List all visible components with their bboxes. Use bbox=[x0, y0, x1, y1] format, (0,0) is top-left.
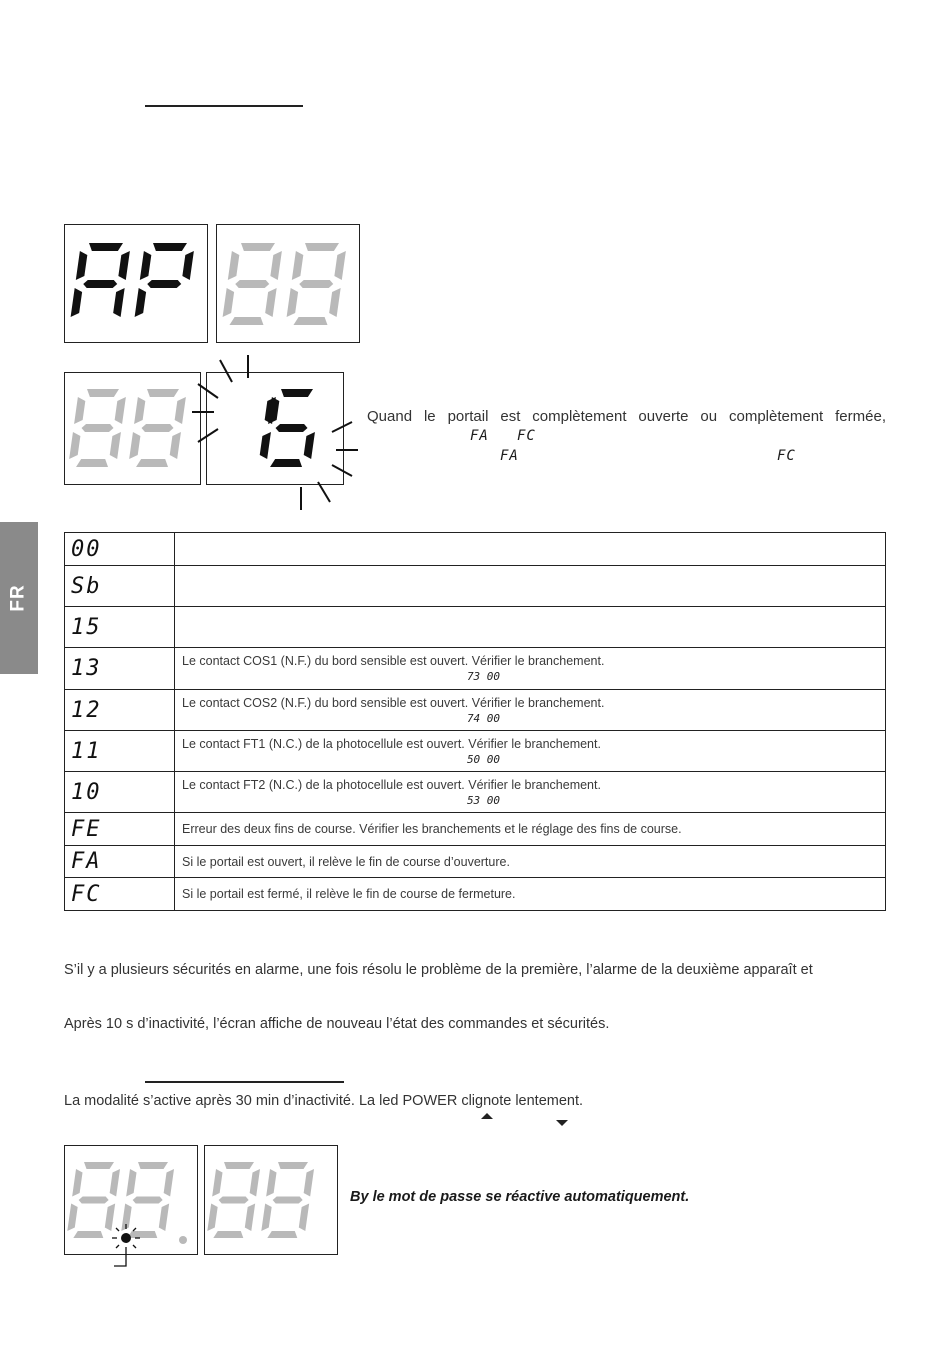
segment-f bbox=[292, 251, 304, 280]
alarm-description-cell bbox=[175, 648, 886, 690]
table-row bbox=[65, 607, 886, 648]
alarm-code-cell bbox=[65, 813, 175, 846]
alarm-description-cell bbox=[175, 772, 886, 813]
alarm-code: Sb bbox=[71, 573, 102, 599]
segment-e bbox=[223, 288, 235, 317]
table-row bbox=[65, 566, 886, 607]
alarm-code: FE bbox=[71, 816, 102, 842]
segment-a bbox=[277, 1162, 308, 1169]
alarm-sub-code: 53 00 bbox=[466, 793, 501, 807]
alarm-description-cell bbox=[175, 607, 886, 648]
segment-c bbox=[298, 1204, 309, 1232]
segment-f bbox=[134, 397, 146, 424]
section-rule-top bbox=[145, 105, 303, 107]
display-digit-ap bbox=[64, 224, 208, 343]
alarm-code: 00 bbox=[71, 536, 102, 562]
segment-b bbox=[334, 251, 346, 280]
seven-segment-ap bbox=[65, 225, 207, 342]
alarm-description: Le contact COS2 (N.F.) du bord sensible est ouvert. Vérifier le branchement. bbox=[182, 695, 605, 710]
table-row bbox=[65, 772, 886, 813]
intro-code-fc: FC bbox=[517, 428, 536, 444]
segment-e bbox=[69, 432, 81, 459]
alarm-code: 12 bbox=[71, 697, 102, 723]
alarm-description-cell bbox=[175, 846, 886, 878]
segment-e bbox=[67, 1204, 78, 1232]
segment-a bbox=[152, 243, 187, 251]
segment-g bbox=[218, 1197, 249, 1204]
segment-f bbox=[212, 1169, 223, 1197]
segment-g bbox=[132, 1197, 163, 1204]
intro-code-fc-2: FC bbox=[777, 448, 796, 464]
up-arrow-icon bbox=[481, 1113, 493, 1119]
segment-g bbox=[78, 1197, 109, 1204]
alarm-sub-code: 50 00 bbox=[466, 752, 501, 766]
table-row bbox=[65, 846, 886, 878]
segment-c bbox=[158, 1204, 169, 1232]
alarm-code-cell bbox=[65, 533, 175, 566]
alarm-description: Le contact FT2 (N.C.) de la photocellule est ouvert. Vérifier le branchement. bbox=[182, 777, 601, 792]
segment-e bbox=[207, 1204, 218, 1232]
segment-e bbox=[261, 1204, 272, 1232]
alarm-code: FC bbox=[71, 881, 102, 907]
seven-segment-88-alarm bbox=[65, 373, 200, 484]
language-tab-label: FR bbox=[7, 584, 29, 612]
segment-b bbox=[163, 1169, 174, 1197]
segment-a bbox=[146, 389, 179, 397]
alarm-code: 11 bbox=[71, 738, 102, 764]
segment-c bbox=[265, 288, 277, 317]
segment-f bbox=[266, 1169, 277, 1197]
segment-c bbox=[113, 288, 125, 317]
segment-b bbox=[270, 251, 282, 280]
segment-c bbox=[329, 288, 341, 317]
seven-segment-88-top bbox=[217, 225, 359, 342]
segment-b bbox=[182, 251, 194, 280]
table-row bbox=[65, 648, 886, 690]
segment-f bbox=[76, 251, 88, 280]
segment-f bbox=[74, 397, 86, 424]
alarm-code: 15 bbox=[71, 614, 102, 640]
table-row bbox=[65, 690, 886, 731]
alarm-description-cell bbox=[175, 878, 886, 911]
segment-e bbox=[287, 288, 299, 317]
segment-f bbox=[228, 251, 240, 280]
segment-c bbox=[109, 432, 121, 459]
segment-d bbox=[213, 1231, 244, 1238]
display-standby-right bbox=[204, 1145, 338, 1255]
table-row bbox=[65, 878, 886, 911]
auto-reactivate-note: By le mot de passe se réactive automatiquement. bbox=[350, 1189, 690, 1205]
alarm-code: 13 bbox=[71, 656, 102, 681]
alarm-description-cell bbox=[175, 690, 886, 731]
display-digit-88-top bbox=[216, 224, 360, 343]
segment-g bbox=[235, 280, 270, 288]
alarm-description: Le contact FT1 (N.C.) de la photocellule est ouvert. Vérifier le branchement. bbox=[182, 736, 601, 751]
segment-e bbox=[129, 432, 141, 459]
table-row bbox=[65, 731, 886, 772]
segment-g bbox=[147, 280, 182, 288]
seven-segment-standby-right bbox=[205, 1146, 337, 1254]
segment-g bbox=[272, 1197, 303, 1204]
segment-d bbox=[76, 459, 109, 467]
alarm-code-cell bbox=[65, 878, 175, 911]
alarm-code: FA bbox=[71, 849, 102, 874]
intro-code-fa: FA bbox=[470, 428, 489, 444]
segment-a bbox=[83, 1162, 114, 1169]
segment-b bbox=[174, 397, 186, 424]
segment-g bbox=[83, 280, 118, 288]
segment-f bbox=[72, 1169, 83, 1197]
intro-line-1: Quand le portail est complètement ouverte ou complètement fermée, bbox=[367, 408, 886, 425]
segment-g bbox=[299, 280, 334, 288]
segment-c bbox=[169, 432, 181, 459]
segment-d bbox=[136, 459, 169, 467]
segment-d bbox=[293, 317, 328, 325]
alarm-sub-code: 73 00 bbox=[466, 670, 501, 683]
segment-c bbox=[244, 1204, 255, 1232]
alarm-code: 10 bbox=[71, 779, 102, 805]
alarm-description-cell bbox=[175, 533, 886, 566]
segment-b bbox=[303, 1169, 314, 1197]
alarm-sub-code: 74 00 bbox=[466, 711, 501, 725]
alarm-code-cell bbox=[65, 566, 175, 607]
alarm-code-table bbox=[64, 532, 886, 911]
segment-b bbox=[109, 1169, 120, 1197]
segment-a bbox=[304, 243, 339, 251]
down-arrow-icon bbox=[556, 1120, 568, 1126]
segment-f bbox=[126, 1169, 137, 1197]
alarm-description-cell bbox=[175, 813, 886, 846]
inactivity-text: Après 10 s d’inactivité, l’écran affiche de nouveau l’état des commandes et sécurités. bbox=[64, 1016, 610, 1032]
alarm-description: Si le portail est fermé, il relève le fin de course de fermeture. bbox=[182, 887, 516, 901]
segment-d bbox=[73, 1231, 104, 1238]
segment-b bbox=[118, 251, 130, 280]
segment-b bbox=[249, 1169, 260, 1197]
multiple-alarms-text: S’il y a plusieurs sécurités en alarme, une fois résolu le problème de la première, l’alarme de la deuxième apparaît et bbox=[64, 962, 813, 978]
segment-g bbox=[141, 424, 174, 432]
standby-text: La modalité s’active après 30 min d’inactivité. La led POWER clignote lentement. bbox=[64, 1093, 584, 1109]
segment-d bbox=[229, 317, 264, 325]
table-row bbox=[65, 813, 886, 846]
segment-g bbox=[81, 424, 114, 432]
segment-a bbox=[223, 1162, 254, 1169]
segment-a bbox=[86, 389, 119, 397]
alarm-description-cell bbox=[175, 566, 886, 607]
segment-d bbox=[267, 1231, 298, 1238]
segment-a bbox=[88, 243, 123, 251]
alarm-code-cell bbox=[65, 607, 175, 648]
alarm-description: Si le portail est ouvert, il relève le fin de course d’ouverture. bbox=[182, 854, 510, 869]
segment-f bbox=[140, 251, 152, 280]
segment-b bbox=[114, 397, 126, 424]
segment-e bbox=[71, 288, 83, 317]
alarm-description-cell bbox=[175, 731, 886, 772]
blink-rays bbox=[190, 350, 365, 515]
section-rule-standby bbox=[145, 1081, 344, 1083]
language-tab bbox=[0, 522, 38, 674]
segment-a bbox=[240, 243, 275, 251]
alarm-code-cell bbox=[65, 846, 175, 878]
intro-code-fa-2: FA bbox=[500, 448, 519, 464]
display-digit-88-alarm bbox=[64, 372, 201, 485]
table-row bbox=[65, 533, 886, 566]
alarm-description: Le contact COS1 (N.F.) du bord sensible est ouvert. Vérifier le branchement. bbox=[182, 654, 605, 668]
segment-e bbox=[135, 288, 147, 317]
segment-a bbox=[137, 1162, 168, 1169]
alarm-description: Erreur des deux fins de course. Vérifier les branchements et le réglage des fins de course. bbox=[182, 822, 682, 836]
power-led-blink-icon bbox=[108, 1222, 148, 1272]
